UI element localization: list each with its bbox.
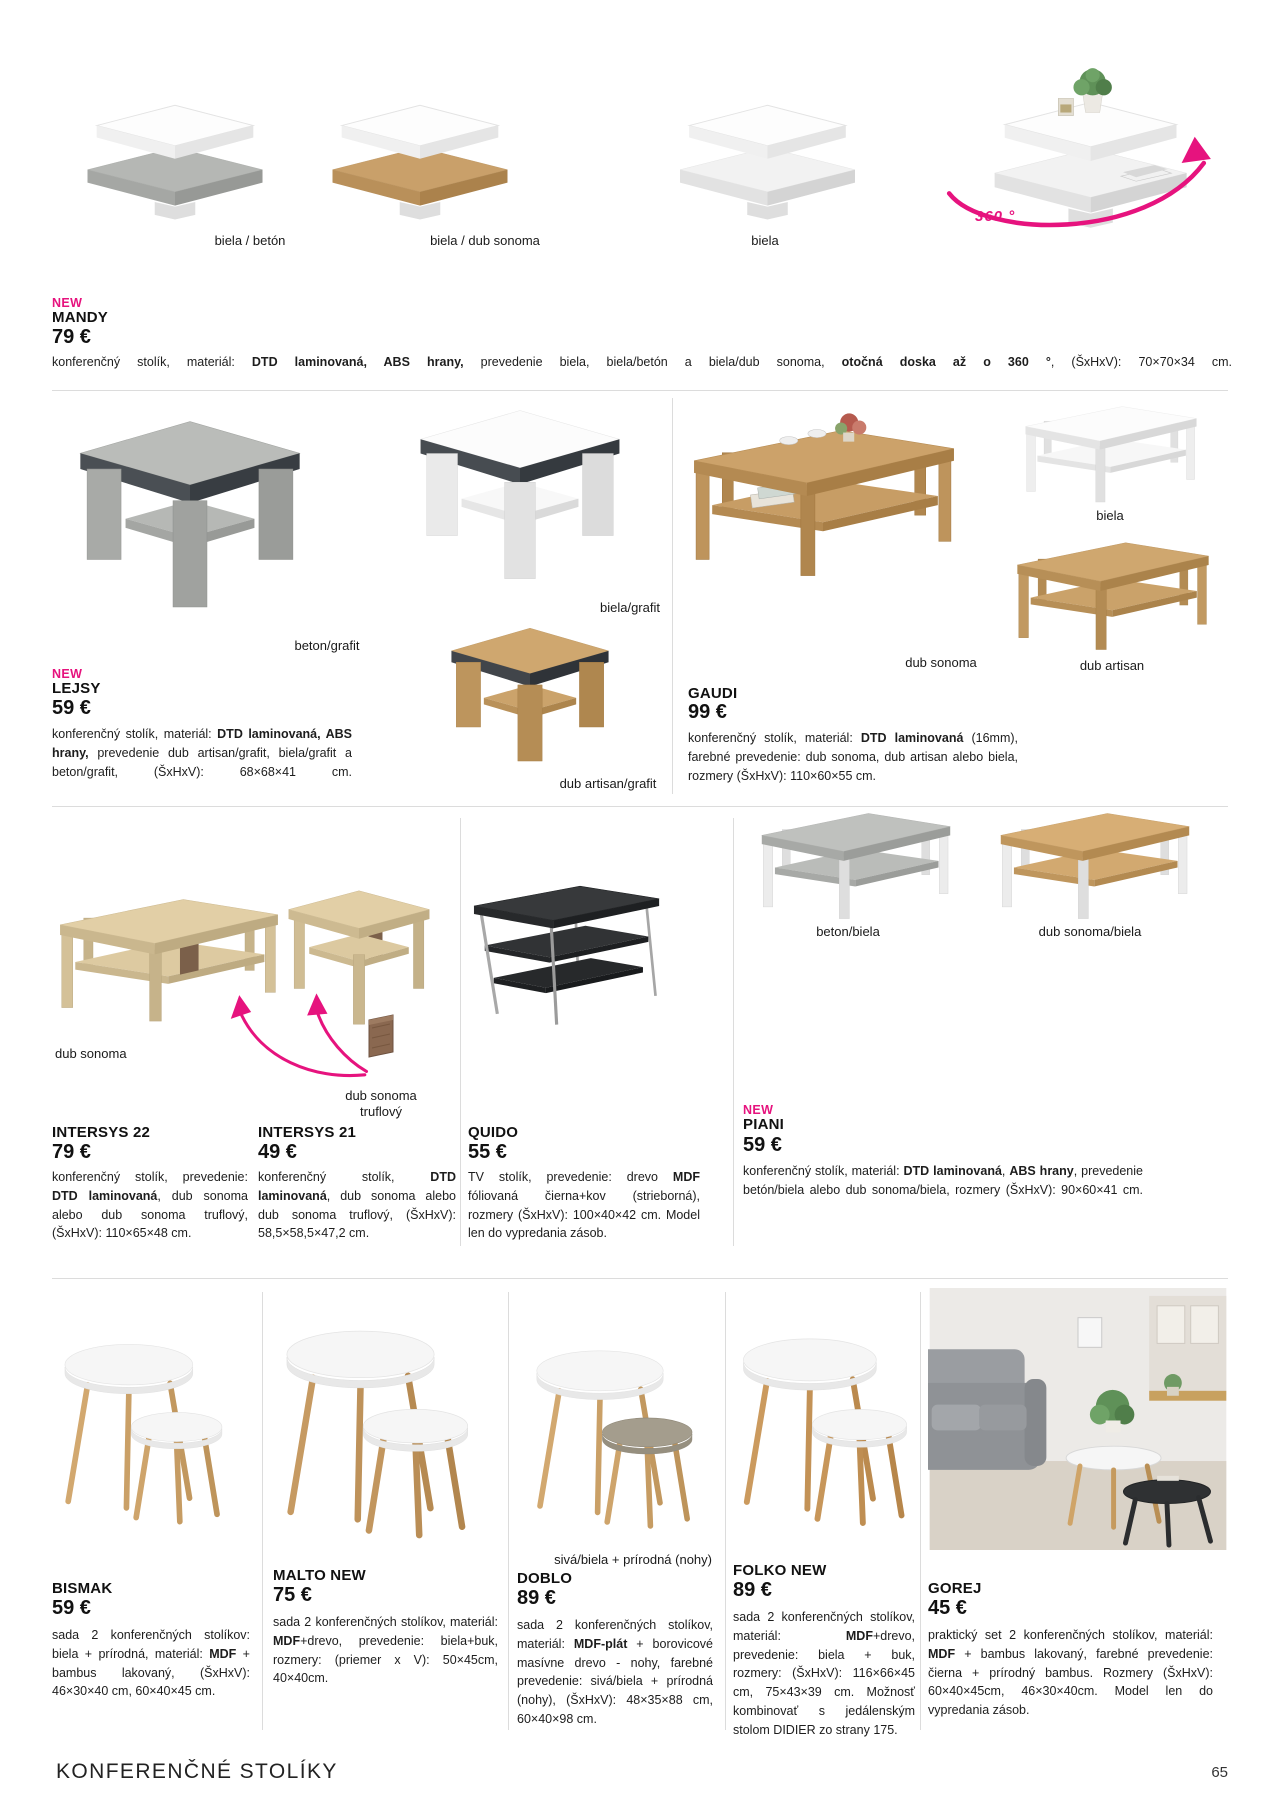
product-image-mandy-rotating-360 bbox=[905, 62, 1250, 254]
product-description-intersys21: konferenčný stolík, DTD laminovaná, dub sonoma alebo dub sonoma truflový, (ŠxHxV): 58,5×58,5×47,2 cm. bbox=[258, 1170, 456, 1241]
variant-label-lejsy-0: beton/grafit bbox=[294, 638, 360, 653]
product-image-folko bbox=[730, 1300, 915, 1540]
product-price-doblo: 89 € bbox=[517, 1587, 556, 1609]
swatch-label-line2: truflový bbox=[360, 1104, 402, 1120]
divider bbox=[733, 818, 734, 1246]
product-description-mandy: konferenčný stolík, materiál: DTD laminovaná, ABS hrany, prevedenie biela, biela/betón a biela/dub sonoma, otočná doska až o 360 °, (ŠxHxV): 70×70×34 cm. bbox=[52, 355, 1233, 369]
product-description-folko: sada 2 konferenčných stolíkov, materiál: MDF+drevo, prevedenie: biela + buk, rozmery: (ŠxHxV): 116×66×45 cm, 75×43×39 cm. Možnosť kombinovať s jedálenským stolom DIDIER zo strany 175. bbox=[733, 1610, 915, 1737]
divider bbox=[508, 1292, 509, 1730]
product-name-intersys21: INTERSYS 21 bbox=[258, 1124, 357, 1141]
variant-label-piani-0: beton/biela bbox=[816, 924, 880, 939]
divider bbox=[52, 1278, 1228, 1279]
product-name-lejsy: LEJSY bbox=[52, 680, 101, 697]
variant-label-gaudi-0: dub sonoma bbox=[905, 655, 977, 670]
product-image-lejsy-beton-grafit bbox=[60, 398, 320, 626]
divider bbox=[920, 1292, 921, 1730]
product-name-quido: QUIDO bbox=[468, 1124, 519, 1141]
product-description-gaudi: konferenčný stolík, materiál: DTD laminovaná (16mm), farebné prevedenie: dub sonoma, dub artisan alebo biela, rozmery (ŠxHxV): 110×60×55 cm. bbox=[688, 731, 1018, 783]
product-description-malto: sada 2 konferenčných stolíkov, materiál: MDF+drevo, prevedenie: biela+buk, rozmery: (priemer x V): 50×45cm, 40×40cm. bbox=[273, 1615, 498, 1686]
divider bbox=[460, 818, 461, 1246]
product-name-folko: FOLKO NEW bbox=[733, 1562, 827, 1579]
variant-label-gaudi-2: dub artisan bbox=[1079, 658, 1145, 673]
variant-label-gaudi-1: biela bbox=[1096, 508, 1124, 523]
product-image-gorej-room-photo bbox=[928, 1288, 1228, 1550]
product-image-bismak bbox=[52, 1300, 230, 1545]
product-price-piani: 59 € bbox=[743, 1134, 782, 1156]
product-description-intersys22: konferenčný stolík, prevedenie: DTD laminovaná, dub sonoma alebo dub sonoma truflový, (ŠxHxV): 110×65×48 cm. bbox=[52, 1170, 248, 1241]
product-name-piani: PIANI bbox=[743, 1116, 785, 1133]
product-image-mandy-biela bbox=[645, 85, 890, 237]
product-price-mandy: 79 € bbox=[52, 326, 91, 348]
product-price-gorej: 45 € bbox=[928, 1597, 967, 1619]
product-image-malto bbox=[272, 1295, 477, 1547]
page-footer-title: KONFERENČNÉ STOLÍKY bbox=[56, 1760, 338, 1783]
product-price-lejsy: 59 € bbox=[52, 697, 91, 719]
product-description-quido: TV stolík, prevedenie: drevo MDF fóliovaná čierna+kov (strieborná), rozmery (ŠxHxV): 100×40×42 cm. Model len do vypredania zásob. bbox=[468, 1170, 700, 1241]
product-price-intersys22: 79 € bbox=[52, 1141, 91, 1163]
product-image-quido bbox=[468, 870, 666, 1030]
new-badge-piani: NEW bbox=[743, 1103, 774, 1117]
variant-label-mandy-1: biela / dub sonoma bbox=[430, 233, 540, 248]
divider bbox=[672, 398, 673, 794]
product-image-lejsy-dub-artisan-grafit bbox=[405, 612, 655, 774]
divider bbox=[725, 1292, 726, 1730]
variant-label-intersys22: dub sonoma bbox=[55, 1046, 127, 1061]
page-number: 65 bbox=[1211, 1764, 1228, 1781]
product-image-mandy-biela-dub-sonoma bbox=[305, 85, 535, 237]
variant-arrows bbox=[220, 990, 390, 1085]
product-name-mandy: MANDY bbox=[52, 309, 108, 326]
variant-label-doblo: sivá/biela + prírodná (nohy) bbox=[554, 1552, 712, 1567]
product-name-malto: MALTO NEW bbox=[273, 1567, 366, 1584]
product-name-intersys22: INTERSYS 22 bbox=[52, 1124, 151, 1141]
swatch-label-line1: dub sonoma bbox=[345, 1088, 417, 1103]
variant-label-lejsy-1: biela/grafit bbox=[600, 600, 660, 615]
rotation-label: 360 ° bbox=[975, 208, 1016, 225]
product-image-doblo bbox=[512, 1322, 712, 1534]
product-name-doblo: DOBLO bbox=[517, 1570, 573, 1587]
product-description-lejsy: konferenčný stolík, materiál: DTD laminovaná, ABS hrany, prevedenie dub artisan/grafit, biela/grafit a beton/grafit, (ŠxHxV): 68×68×41 cm. bbox=[52, 727, 352, 779]
product-image-piani-dub-sonoma-biela bbox=[975, 793, 1215, 923]
product-name-gorej: GOREJ bbox=[928, 1580, 982, 1597]
product-price-bismak: 59 € bbox=[52, 1597, 91, 1619]
variant-label-mandy-0: biela / betón bbox=[214, 233, 286, 248]
new-badge-mandy: NEW bbox=[52, 296, 83, 310]
product-price-gaudi: 99 € bbox=[688, 701, 727, 723]
variant-label-piani-1: dub sonoma/biela bbox=[1038, 924, 1142, 939]
product-price-malto: 75 € bbox=[273, 1584, 312, 1606]
product-image-piani-beton-biela bbox=[740, 793, 972, 923]
product-description-doblo: sada 2 konferenčných stolíkov, materiál: MDF-plát + borovicové masívne drevo - nohy, farebné prevedenie: sivá/biela + prírodná (nohy), (ŠxHxV): 48×35×88 cm, 60×40×98 cm. bbox=[517, 1618, 714, 1726]
product-price-quido: 55 € bbox=[468, 1141, 507, 1163]
new-badge-lejsy: NEW bbox=[52, 667, 83, 681]
variant-label-lejsy-2: dub artisan/grafit bbox=[559, 776, 657, 791]
product-description-bismak: sada 2 konferenčných stolíkov: biela + prírodná, materiál: MDF + bambus lakovaný, (ŠxHxV): 46×30×40 cm, 60×40×45 cm. bbox=[52, 1628, 250, 1699]
product-name-gaudi: GAUDI bbox=[688, 685, 738, 702]
product-price-intersys21: 49 € bbox=[258, 1141, 297, 1163]
product-description-piani: konferenčný stolík, materiál: DTD laminovaná, ABS hrany, prevedenie betón/biela alebo dub sonoma/biela, rozmery (ŠxHxV): 90×60×41 cm. bbox=[743, 1164, 1143, 1197]
product-price-folko: 89 € bbox=[733, 1579, 772, 1601]
swatch-label bbox=[325, 1088, 437, 1121]
variant-label-mandy-2: biela bbox=[751, 233, 779, 248]
product-image-gaudi-dub-artisan bbox=[1000, 522, 1226, 654]
divider bbox=[262, 1292, 263, 1730]
product-image-mandy-biela-beton bbox=[60, 85, 290, 237]
product-name-bismak: BISMAK bbox=[52, 1580, 113, 1597]
product-image-gaudi-biela bbox=[1000, 388, 1222, 506]
product-description-gorej: praktický set 2 konferenčných stolíkov, materiál: MDF + bambus lakovaný, farebné prevedenie: čierna + prírodný bambus. Rozmery (ŠxHxV): 60×40×45cm, 46×30×40cm. Model len do vypredania zásob. bbox=[928, 1628, 1213, 1717]
product-image-gaudi-dub-sonoma bbox=[688, 392, 960, 592]
product-image-lejsy-biela-grafit bbox=[400, 390, 640, 595]
